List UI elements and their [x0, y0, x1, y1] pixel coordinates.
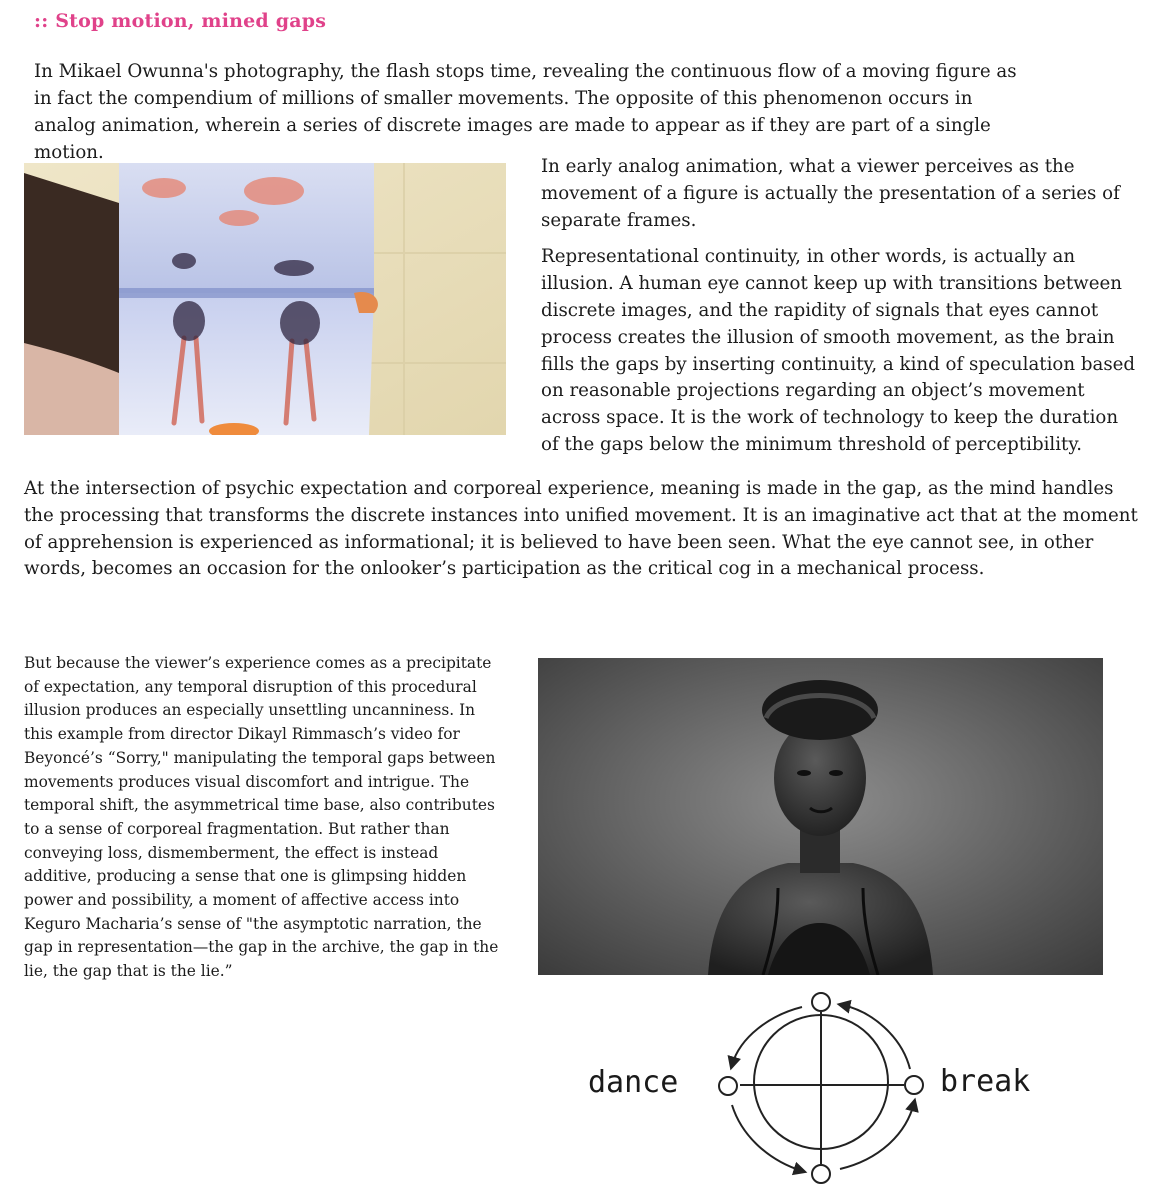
node-right [905, 1076, 923, 1094]
diagram-graphic [580, 985, 1060, 1190]
right-paragraph-1: In early analog animation, what a viewer perceives as the movement of a figure is actually the presentation of a series of separate frames. [541, 156, 1120, 231]
right-column [541, 154, 1141, 469]
flipbook-illustration [24, 163, 506, 435]
arc-arrow-bottom-left [732, 1105, 802, 1171]
break-label: break [940, 1064, 1031, 1099]
intro-paragraph: In Mikael Owunna's photography, the flash stops time, revealing the continuous flow of a moving figure as in fact the compendium of millions of smaller movements. The opposite of this phenomenon occurs in analog animation, wherein a series of discrete images are made to appear as if they are part of a single motion. [34, 61, 1017, 163]
small-paragraph: But because the viewer’s experience comes as a precipitate of expectation, any temporal disruption of this procedural illusion produces an especially unsettling uncanniness. In this example from director Dikayl Rimmasch’s video for Beyoncé’s “Sorry," manipulating the temporal gaps between movements produces visual discomfort and intrigue. The temporal shift, the asymmetrical time base, also contributes to a sense of corporeal fragmentation. But rather than conveying loss, dismemberment, the effect is instead additive, producing a sense that one is glimpsing hidden power and possibility, a moment of affective access into Keguro Macharia’s sense of "the asymptotic narration, the gap in representation—the gap in the archive, the gap in the lie, the gap that is the lie.” [24, 654, 499, 981]
dance-break-diagram [580, 985, 1060, 1190]
wide-paragraph: At the intersection of psychic expectation and corporeal experience, meaning is made in the gap, as the mind handles the processing that transforms the discrete instances into unified movement. It is an imaginative act that at the moment of apprehension is experienced as informational; it is believed to have been seen. What the eye cannot see, in other words, becomes an occasion for the onlooker’s participation as the critical cog in a mechanical process. [24, 478, 1138, 580]
video-still-illustration [538, 658, 1103, 975]
node-left [719, 1077, 737, 1095]
node-top [812, 993, 830, 1011]
section-heading: :: Stop motion, mined gaps [34, 10, 327, 32]
node-bottom [812, 1165, 830, 1183]
flipbook-image [24, 163, 506, 435]
dance-label: dance [588, 1065, 679, 1100]
video-still-image [538, 658, 1103, 975]
right-paragraph-2: Representational continuity, in other words, is actually an illusion. A human eye cannot keep up with transitions between discrete images, and the rapidity of signals that eyes cannot process creates the illusion of smooth movement, as the brain fills the gaps by inserting continuity, a kind of speculation based on reasonable projections regarding an object’s movement across space. It is the work of technology to keep the duration of the gaps below the minimum threshold of perceptibility. [541, 246, 1136, 455]
arc-arrow-top-right [842, 1005, 910, 1069]
arc-arrow-bottom-right [840, 1103, 914, 1169]
arc-arrow-top-left [732, 1007, 802, 1065]
